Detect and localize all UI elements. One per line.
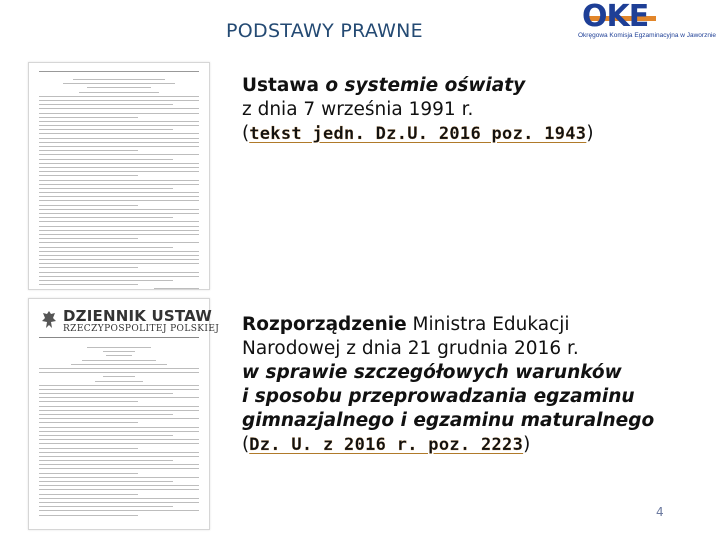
entry-title-line [242,74,594,98]
paren-open: ( [242,434,250,455]
entry-reference-line [242,433,654,457]
eagle-emblem-icon [41,309,57,331]
page-number: 4 [656,505,664,519]
reference-link-dz-u-2016-1943[interactable]: tekst jedn. Dz.U. 2016 poz. 1943 [249,124,587,144]
paren-open: ( [242,123,250,144]
paren-close: ) [523,434,531,455]
document-thumbnail-ustawa [28,62,210,290]
logo-subtitle: Okręgowa Komisja Egzaminacyjna w Jaworznie [578,32,717,39]
thumbnail-text-lines [39,347,199,519]
thumbnail-text-lines [39,79,199,293]
entry-title-line [242,313,654,337]
legal-basis-entry-2 [242,313,654,457]
entry-line-2: Narodowej z dnia 21 grudnia 2016 r. [242,338,579,359]
masthead-title: DZIENNIK USTAW [63,307,213,325]
entry-lead-bold-italic: o systemie oświaty [325,75,526,96]
reference-link-dz-u-2016-2223[interactable]: Dz. U. z 2016 r. poz. 2223 [249,435,524,455]
logo-wordmark: OKE [582,0,649,34]
masthead-subtitle: RZECZYPOSPOLITEJ POLSKIEJ [63,324,220,334]
thumbnail-header-rule [39,71,199,75]
document-thumbnail-dziennik-ustaw [28,298,220,530]
oke-logo [578,2,718,46]
entry-subject-line: i sposobu przeprowadzania egzaminu [242,386,635,407]
entry-subject-line: gimnazjalnego i egzaminu maturalnego [242,410,655,431]
page-title: PODSTAWY PRAWNE [226,20,423,42]
entry-date-line: z dnia 7 września 1991 r. [242,99,474,120]
entry-lead-bold: Ustawa [242,75,326,96]
entry-lead-rest: Ministra Edukacji [406,314,570,335]
legal-basis-entry-1 [242,74,594,146]
paren-close: ) [586,123,594,144]
entry-subject-line: w sprawie szczegółowych warunków [242,362,622,383]
entry-reference-line [242,122,594,146]
entry-lead-bold: Rozporządzenie [242,314,407,335]
masthead-rule [39,337,199,338]
